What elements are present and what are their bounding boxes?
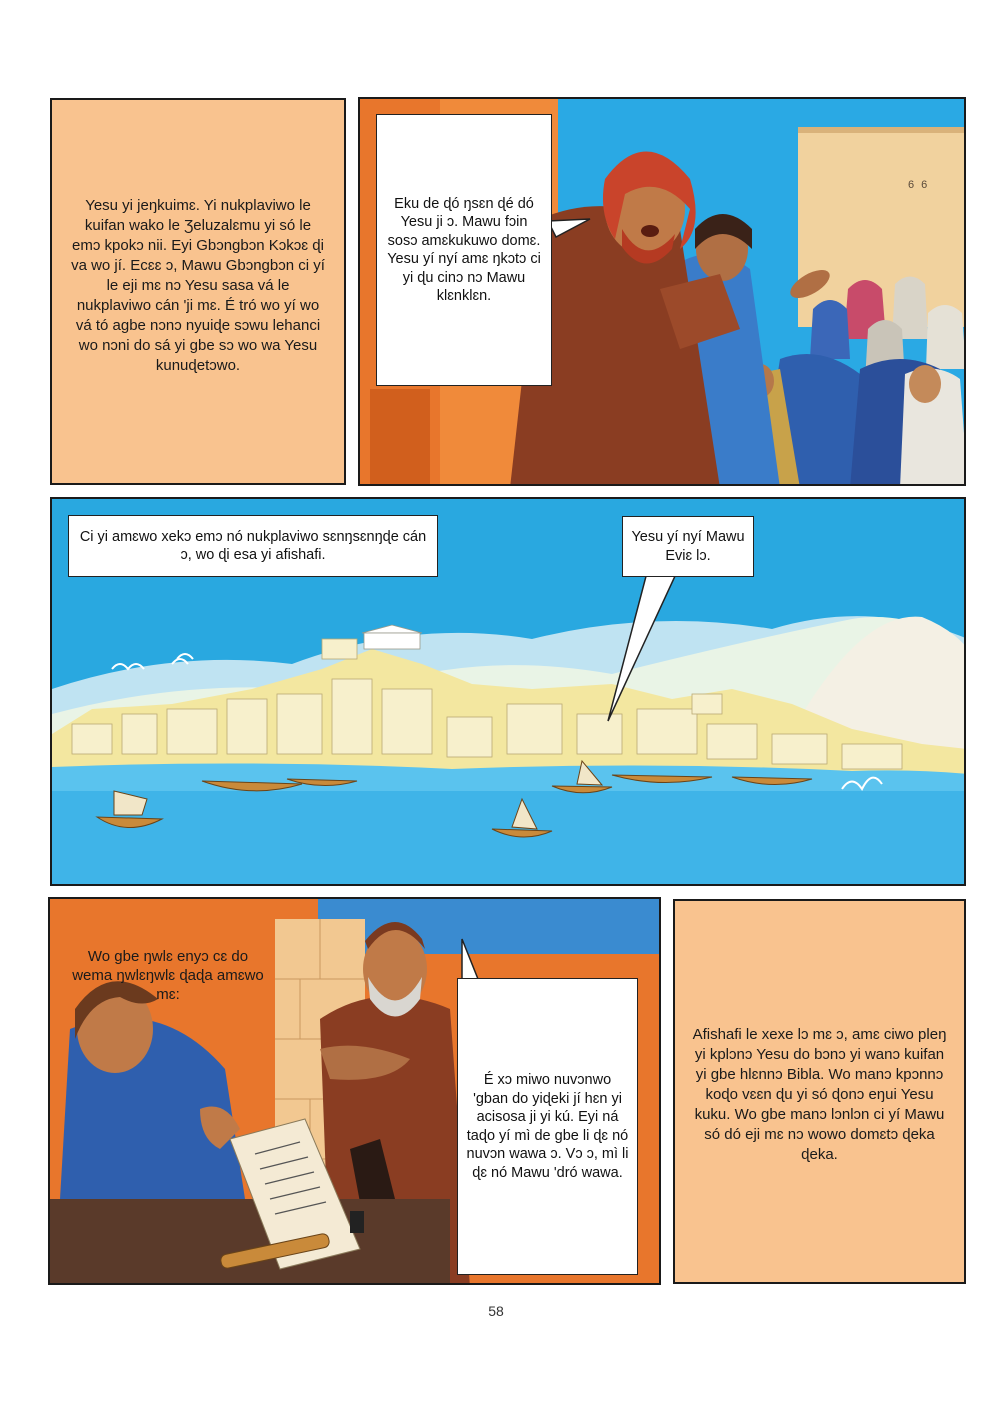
- caption-box: [68, 515, 438, 577]
- narration-text: Afishafi le xexe lɔ mɛ ɔ, amɛ ciwo pleŋ yi kplɔnɔ Yesu do bɔnɔ yi wanɔ kuifan yi gbe hlɛnnɔ Bibla. Wo manɔ kpɔnnɔ koɖo vɛɛn ɖu yi só ɖonɔ eŋui Yesu kuku. Wo gbe manɔ lɔnlɔn ci yí Mawu só dó eji mɛ nɔ wowo domɛtɔ ɖeka ɖeka.: [692, 1026, 947, 1163]
- panel-3-illustration: [50, 497, 966, 886]
- speech-bubble-text: É xɔ miwo nuvɔnwo 'gban do yiɖeki jí hɛn yi acisosa ji yi kú. Eyi ná taɖo yí mì de gbe li ɖɛ nó nuvɔn wawa ɔ. Vɔ ɔ, mì li ɖɛ nó Mawu 'dró wawa.: [466, 1072, 629, 1181]
- speech-bubble-text: Yesu yí nyí Mawu Eviɛ lɔ.: [631, 529, 745, 564]
- panel-5-narration: [673, 899, 966, 1284]
- caption-text: Ci yi amɛwo xekɔ emɔ nó nukplaviwo sɛnŋsɛnŋɖe cán ɔ, wo ɖi esa yi afishafi.: [79, 528, 427, 563]
- wall-sign: 6 6: [908, 179, 930, 191]
- speech-bubble-text: Eku de ɖó ŋsɛn ɖé dó Yesu ji ɔ. Mawu fɔin sosɔ amɛkukuwo domɛ. Yesu yí nyí amɛ ŋkɔtɔ ci yi ɖu cinɔ nɔ Mawu klɛnklɛn.: [387, 195, 541, 304]
- panel-1-narration: [50, 98, 346, 485]
- narration-text: Wo gbe ŋwlɛ enyɔ cɛ do wema ŋwlɛŋwlɛ ɖaɖa amɛwo mɛ:: [72, 948, 264, 1003]
- page-number: 58: [488, 1303, 504, 1319]
- panel-2-illustration: [358, 97, 966, 486]
- speech-bubble: [376, 114, 552, 386]
- speech-bubble: [457, 978, 638, 1275]
- speech-bubble: [622, 516, 754, 577]
- narration-text: Yesu yi jeŋkuimɛ. Yi nukplaviwo le kuifan wako le Ʒeluzalɛmu yi só le emɔ kpokɔ nii. Eyi Gbɔngbɔn Kɔkɔɛ ɖi va wo jí. Ecɛɛ ɔ, Mawu Gbɔngbɔn ci yí le eji mɛ nɔ Yesu sasa vá le nukplaviwo cán 'ji mɛ. É tró wo yí wo vá tó agbe nɔnɔ nyuiɖe sɔwu lehanci wo nɔni do sá yi gbe sɔ wo wa Yesu kunuɖetɔwo.: [71, 197, 325, 374]
- panel-4-illustration: [48, 897, 661, 1285]
